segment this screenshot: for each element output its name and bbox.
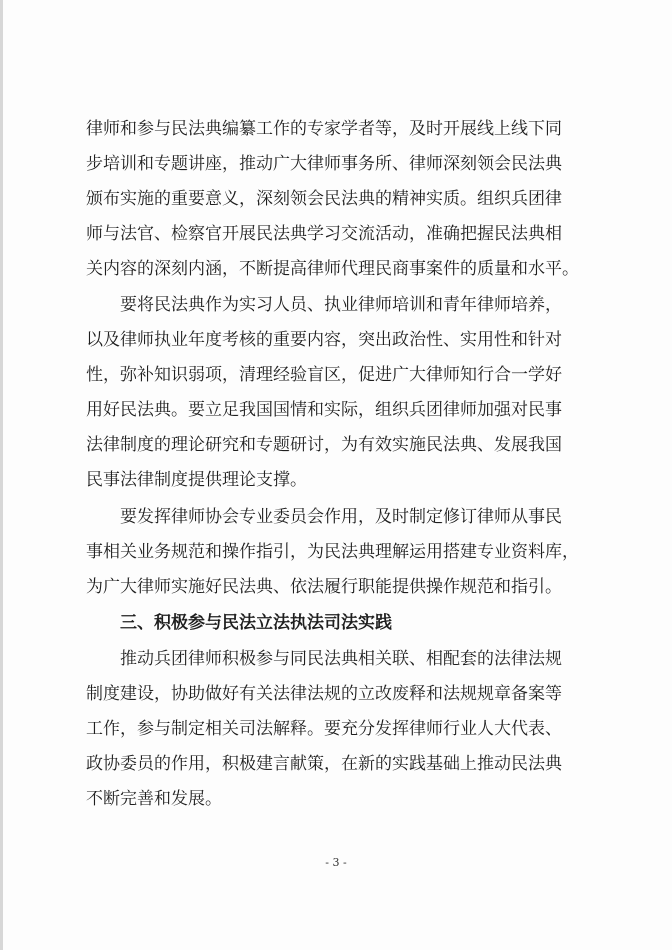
text-line: 性，弥补知识弱项，清理经验盲区，促进广大律师知行合一学好 xyxy=(86,365,562,385)
text-line: 律师和参与民法典编纂工作的专家学者等，及时开展线上线下同 xyxy=(86,119,562,139)
page-left-edge xyxy=(0,0,3,950)
text-line: 关内容的深刻内涵，不断提高律师代理民商事案件的质量和水平。 xyxy=(86,259,579,279)
paragraph-4 xyxy=(86,642,606,817)
text-line: 步培训和专题讲座，推动广大律师事务所、律师深刻领会民法典 xyxy=(86,154,562,174)
text-line: 推动兵团律师积极参与同民法典相关联、相配套的法律法规 xyxy=(120,649,562,669)
paragraph-1 xyxy=(86,112,606,287)
text-line: 要将民法典作为实习人员、执业律师培训和青年律师培养， xyxy=(120,295,562,315)
text-line: 师与法官、检察官开展民法典学习交流活动，准确把握民法典相 xyxy=(86,224,562,244)
text-line: 法律制度的理论研究和专题研讨，为有效实施民法典、发展我国 xyxy=(86,435,562,455)
text-line: 要发挥律师协会专业委员会作用，及时制定修订律师从事民 xyxy=(120,507,562,527)
text-line: 用好民法典。要立足我国国情和实际，组织兵团律师加强对民事 xyxy=(86,400,562,420)
section-heading-text: 三、积极参与民法立法执法司法实践 xyxy=(120,613,392,633)
section-heading xyxy=(86,606,606,641)
paragraph-3 xyxy=(86,500,606,605)
page-number: - 3 - xyxy=(325,856,347,869)
text-line: 以及律师执业年度考核的重要内容，突出政治性、实用性和针对 xyxy=(86,330,562,350)
text-line: 政协委员的作用，积极建言献策，在新的实践基础上推动民法典 xyxy=(86,754,562,774)
text-line: 为广大律师实施好民法典、依法履行职能提供操作规范和指引。 xyxy=(86,577,562,597)
text-line: 制度建设，协助做好有关法律法规的立改废释和法规规章备案等 xyxy=(86,684,562,704)
text-line: 民事法律制度提供理论支撑。 xyxy=(86,470,307,490)
text-line: 事相关业务规范和操作指引，为民法典理解运用搭建专业资料库， xyxy=(86,542,579,562)
text-line: 不断完善和发展。 xyxy=(86,789,222,809)
text-line: 工作，参与制定相关司法解释。要充分发挥律师行业人大代表、 xyxy=(86,719,562,739)
text-line: 颁布实施的重要意义，深刻领会民法典的精神实质。组织兵团律 xyxy=(86,189,562,209)
paragraph-2 xyxy=(86,288,606,498)
